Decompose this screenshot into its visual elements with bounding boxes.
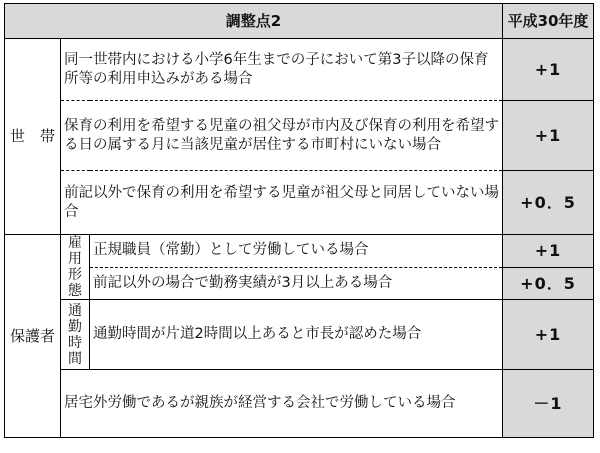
tsukin-label [61, 300, 90, 370]
tsukin-row-score: +1 [503, 300, 594, 370]
tsukin-label-text: 通勤時間 [68, 302, 82, 367]
setai-row-1-text: 同一世帯内における小学6年生までの子において第3子以降の保育所等の利用申込みがある場合 [61, 39, 503, 101]
other-row-text: 居宅外労働であるが親族が経営する会社で労働している場合 [61, 370, 503, 438]
adjustment-table [4, 3, 594, 438]
koyou-row-2-score: +0．5 [503, 267, 594, 300]
table-title: 調整点2 [5, 4, 503, 39]
setai-row-2-text: 保育の利用を希望する児童の祖父母が市内及び保育の利用を希望する日の属する月に当該児童が居住する市町村にいない場合 [61, 101, 503, 171]
year-header: 平成30年度 [503, 4, 594, 39]
koyou-row-1-score: +1 [503, 235, 594, 268]
koyou-row-2-text: 前記以外の場合で勤務実績が3月以上ある場合 [90, 267, 503, 300]
koyou-row-1-text: 正規職員（常勤）として労働している場合 [90, 235, 503, 268]
category-hogosha: 保護者 [5, 235, 61, 438]
setai-row-3-text: 前記以外で保育の利用を希望する児童が祖父母と同居していない場合 [61, 171, 503, 235]
koyou-label-text: 雇用形態 [68, 235, 82, 299]
setai-row-2-score: +1 [503, 101, 594, 171]
category-setai: 世 帯 [5, 39, 61, 235]
koyou-label [61, 235, 90, 300]
setai-row-1-score: +1 [503, 39, 594, 101]
other-row-score: －1 [503, 370, 594, 438]
tsukin-row-text: 通勤時間が片道2時間以上あると市長が認めた場合 [90, 300, 503, 370]
setai-row-3-score: +0．5 [503, 171, 594, 235]
